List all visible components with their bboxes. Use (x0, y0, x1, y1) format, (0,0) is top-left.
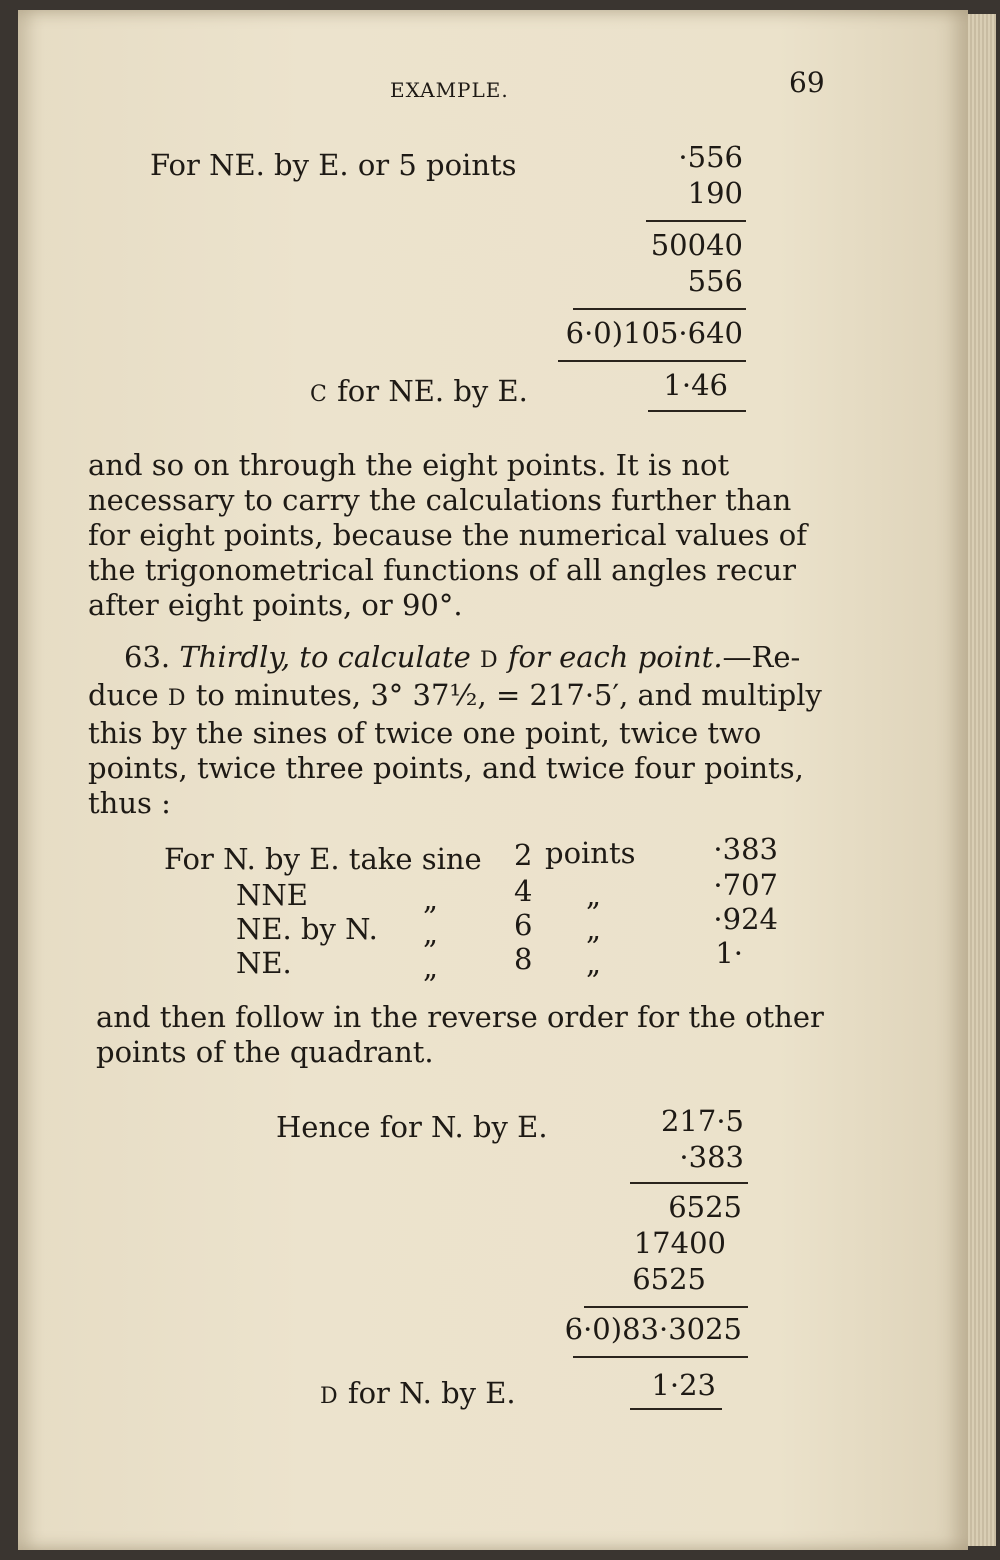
text-line: necessary to carry the calculations further than (88, 483, 792, 517)
calc1-rule (573, 308, 746, 310)
calc2-row: 6525 (632, 1262, 706, 1296)
ditto-mark: „ (586, 946, 602, 980)
page-edge (968, 14, 996, 1546)
text-line: —Re- (722, 640, 801, 674)
calc2-rule (584, 1306, 748, 1308)
calc1-result: 1·46 (663, 368, 728, 402)
sine-row-name: NE. (236, 946, 292, 980)
calc2-row: 6525 (668, 1190, 742, 1224)
calc2-division: 6·0)83·3025 (564, 1312, 742, 1346)
text-line: and then follow in the reverse order for the other (96, 1000, 824, 1034)
calc2-result-rule (630, 1408, 722, 1410)
sine-row-points: 8 (514, 942, 533, 976)
book-page (18, 10, 968, 1550)
calc1-division: 6·0)105·640 (565, 316, 743, 350)
calc1-result-rule (648, 410, 746, 412)
calc2-row: 217·5 (660, 1104, 744, 1138)
paragraph-1 (88, 448, 840, 623)
text-line: this by the sines of twice one point, twice two (88, 716, 762, 750)
calc2-rule (573, 1356, 748, 1358)
sine-row-name: For N. by E. take sine (164, 842, 482, 876)
text-line: duce (88, 678, 159, 712)
page-number: 69 (789, 66, 825, 99)
sine-row-name: NNE (236, 878, 308, 912)
sine-row-points: 2 (514, 838, 533, 872)
calc2-rule (630, 1182, 748, 1184)
sine-row-unit: points (545, 836, 636, 870)
calc1-row: 50040 (650, 228, 743, 262)
sine-row-value: ·383 (713, 832, 778, 866)
paragraph-3 (96, 1000, 856, 1070)
calc2-result: 1·23 (651, 1368, 716, 1402)
text-line: for eight points, because the numerical values of (88, 518, 807, 552)
text-line: thus : (88, 786, 171, 820)
ditto-mark: „ (423, 950, 439, 984)
inline-symbol: D (167, 686, 187, 711)
ditto-mark: „ (586, 912, 602, 946)
calc2-row: ·383 (679, 1140, 744, 1174)
ditto-mark: „ (423, 882, 439, 916)
calc1-rule (646, 220, 746, 222)
sine-row-points: 6 (514, 908, 533, 942)
calc1-row: 556 (687, 264, 743, 298)
running-title: EXAMPLE. (390, 78, 509, 102)
text-line: and so on through the eight points. It is not (88, 448, 730, 482)
sine-row-points: 4 (514, 874, 533, 908)
sine-row-name: NE. by N. (236, 912, 378, 946)
calc1-result-prefix: C (310, 382, 328, 407)
calc2-result-label: for N. by E. (347, 1376, 516, 1410)
text-line: points, twice three points, and twice four points, (88, 751, 804, 785)
text-line: points of the quadrant. (96, 1035, 434, 1069)
calc1-row: ·556 (678, 140, 743, 174)
ditto-mark: „ (423, 916, 439, 950)
calc2-row: 17400 (633, 1226, 726, 1260)
calc1-rule (558, 360, 746, 362)
calc1-row: 190 (687, 176, 743, 210)
paragraph-2 (88, 640, 848, 821)
calc1-label: For NE. by E. or 5 points (150, 148, 517, 182)
text-line: to minutes, 3° 37½, = 217·5′, and multiply (195, 678, 822, 712)
calc1-result-label: for NE. by E. (337, 374, 528, 408)
sine-row-value: ·924 (713, 902, 778, 936)
heading-symbol: D (479, 648, 499, 673)
sine-row-value: ·707 (713, 868, 778, 902)
text-line: the trigonometrical functions of all angles recur (88, 553, 796, 587)
calc2-label: Hence for N. by E. (276, 1110, 548, 1144)
sine-row-value: 1· (715, 936, 743, 970)
section-heading: Thirdly, to calculate (179, 640, 471, 674)
ditto-mark: „ (586, 878, 602, 912)
section-heading: for each point. (507, 640, 723, 674)
text-line: after eight points, or 90°. (88, 588, 463, 622)
section-number: 63. (124, 640, 171, 674)
calc2-result-prefix: D (320, 1384, 339, 1409)
